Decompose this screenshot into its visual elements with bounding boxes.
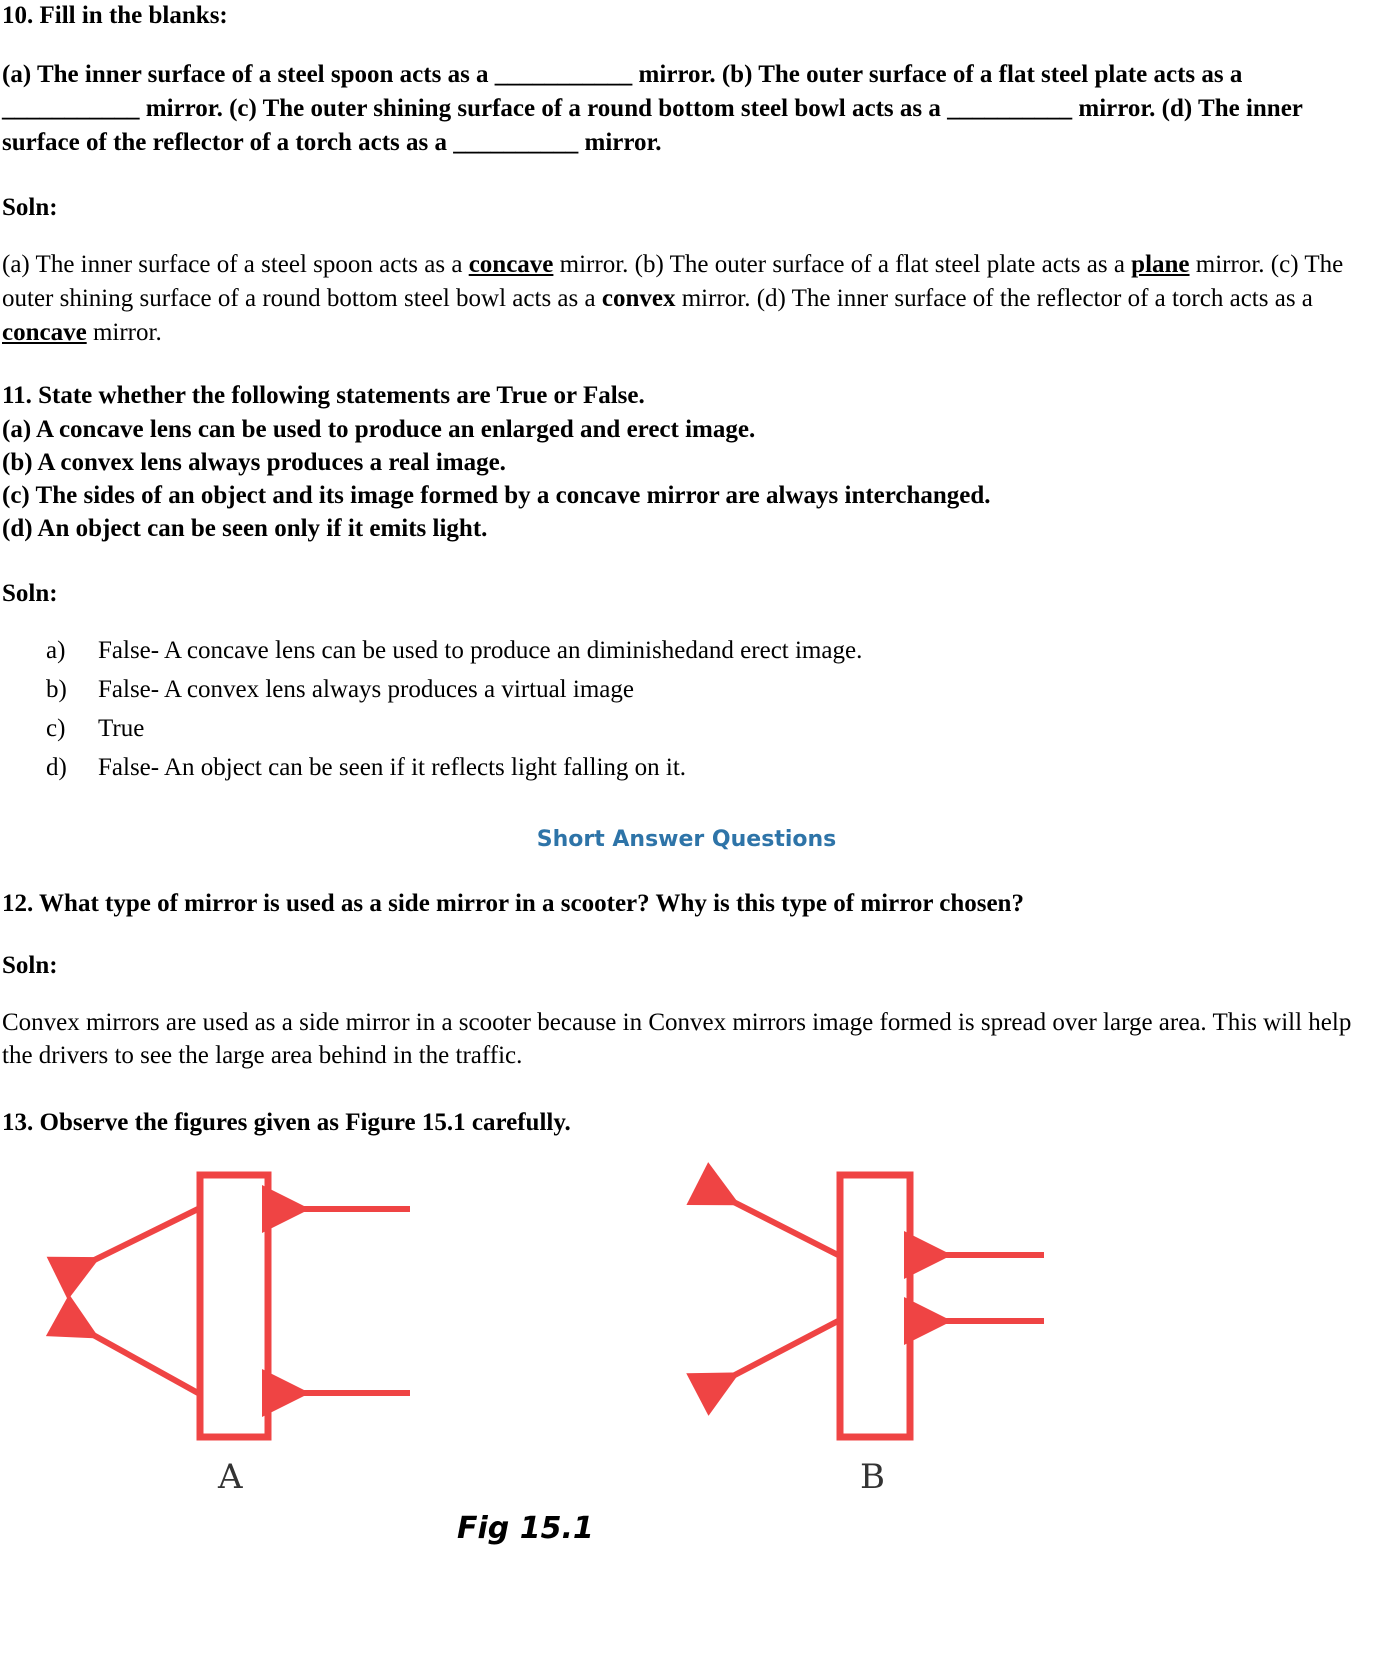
question-13-heading: 13. Observe the figures given as Figure 15.1 carefully. [2,1109,571,1136]
figure-15-1-diagram [2,1161,1202,1461]
question-11-statement-b: (b) A convex lens always produces a real image. [2,448,506,476]
answer-text-part-3: mirror. (c) The outer shining surface of a round bottom steel bowl acts as a [2,251,1344,312]
list-item-marker: d) [46,754,67,782]
figure-label-a: A [218,1457,243,1497]
list-item [46,712,1371,745]
question-12-answer: Convex mirrors are used as a side mirror in a scooter because in Convex mirrors image formed is spread over large area. This will help the drivers to see the large area behind in the traffic. [2,1008,1352,1070]
figure-15-1 [2,1161,1371,1546]
figure-caption: Fig 15.1 [457,1511,594,1546]
question-11-answer-list [2,634,1371,785]
ray-a-converge-lower [68,1321,198,1393]
answer-text-part-4: mirror. (d) The inner surface of the reflector of a torch acts as a [675,284,1313,312]
ray-a-converge-upper [68,1209,198,1273]
list-item [46,751,1371,784]
ray-b-upper-out [708,1189,838,1255]
list-item-marker: a) [46,636,66,664]
question-11-soln-label: Soln: [2,579,58,607]
list-item-marker: c) [46,715,66,742]
answer-blank-1: concave [468,251,554,278]
list-item [46,673,1371,706]
list-item-marker: b) [46,675,67,703]
question-10-answer [2,248,1371,349]
mirror-b [840,1175,910,1437]
list-item-text: False- An object can be seen if it reflects light falling on it. [98,754,687,782]
question-11-statement-d: (d) An object can be seen only if it emits light. [2,515,488,543]
question-11-statement-c: (c) The sides of an object and its image formed by a concave mirror are always interchanged. [2,482,991,509]
list-item-text: False- A concave lens can be used to produce an diminishedand erect image. [98,636,863,664]
answer-blank-2: plane [1131,251,1190,278]
answer-text-part-5: mirror. [86,318,162,346]
section-heading-short-answer: Short Answer Questions [536,826,837,852]
answer-text-part-2: mirror. (b) The outer surface of a flat steel plate acts as a [553,251,1132,278]
question-11-block [2,379,1371,545]
list-item [46,634,1371,667]
list-item-text: True [98,715,145,742]
question-11-heading: 11. State whether the following statements are True or False. [2,382,645,410]
question-10-heading: 10. Fill in the blanks: [2,2,228,29]
question-10-soln-label: Soln: [2,194,58,221]
figure-label-b: B [860,1457,885,1497]
question-10-body: (a) The inner surface of a steel spoon acts as a ___________ mirror. (b) The outer surface of a flat steel plate acts as a ___________ mirror. (c) The outer shining surface of a round bottom steel bowl acts as a __________ mirror. (d) The inner surface of the reflector of a torch acts as a __________ mirror. [2,61,1303,156]
answer-blank-4: concave [2,318,87,346]
answer-text-part-1: (a) The inner surface of a steel spoon acts as a [2,251,469,278]
mirror-a [200,1175,268,1437]
question-12-soln-label: Soln: [2,951,58,979]
question-11-statement-a: (a) A concave lens can be used to produce an enlarged and erect image. [2,415,756,443]
answer-blank-3: convex [601,284,676,312]
ray-b-lower-out [708,1321,838,1389]
list-item-text: False- A convex lens always produces a virtual image [98,675,634,703]
question-12-heading: 12. What type of mirror is used as a side mirror in a scooter? Why is this type of mirror chosen? [2,889,1024,917]
